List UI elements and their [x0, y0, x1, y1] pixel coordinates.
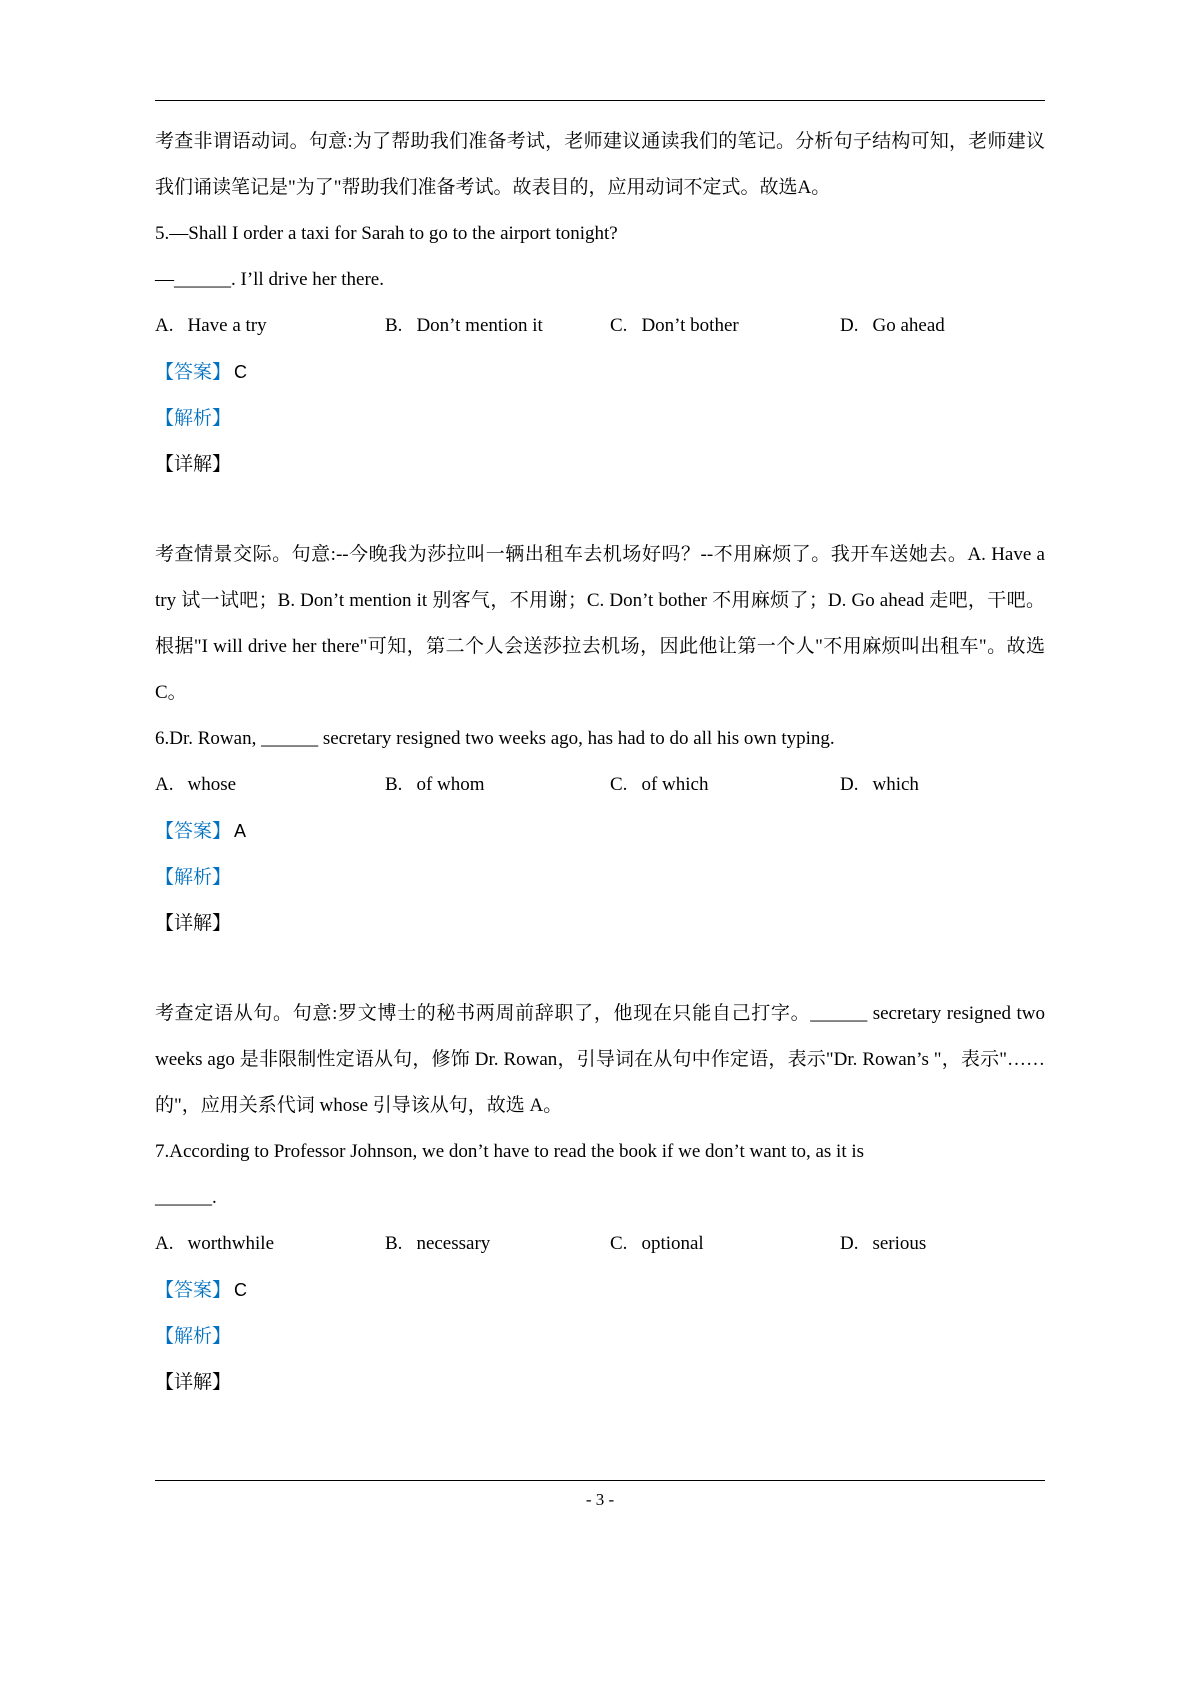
option-text: Don’t bother [641, 315, 739, 336]
answer-label: 【答案】 [155, 821, 232, 842]
option-letter: C. [610, 315, 628, 336]
option-d [840, 303, 1045, 349]
footer-rule [155, 1480, 1045, 1481]
option-text: Don’t mention it [416, 315, 543, 336]
analysis-label: 【解析】 [155, 1326, 232, 1347]
question-5-answer-line [155, 349, 1045, 396]
option-c [610, 303, 840, 349]
question-6-stem-line1: 6.Dr. Rowan, ______ secretary resigned two weeks ago, has had to do all his own typing. [155, 728, 835, 749]
answer-label: 【答案】 [155, 1280, 232, 1301]
option-letter: A. [155, 1233, 174, 1254]
question-7-stem-line2: ______. [155, 1187, 217, 1208]
option-letter: D. [840, 1233, 859, 1254]
option-text: which [872, 774, 919, 795]
question-6-explanation-paragraph: 考查定语从句。句意:罗文博士的秘书两周前辞职了，他现在只能自己打字。______ secretary resigned two weeks ago 是非限制性定语从句，修饰 Dr. Rowan，引导词在从句中作定语，表示"Dr. Rowan’s "，表示"……的"，应用关系代词 whose 引导该从句，故选 A。 [155, 1003, 1045, 1116]
option-text: of whom [416, 774, 485, 795]
question-5-stem-line2: —______. I’ll drive her there. [155, 269, 384, 290]
answer-label: 【答案】 [155, 362, 232, 383]
page-number: - 3 - [585, 1490, 615, 1509]
option-letter: D. [840, 774, 859, 795]
option-a [155, 762, 385, 808]
option-b [385, 1221, 610, 1267]
question-7-stem-line1: 7.According to Professor Johnson, we don’t have to read the book if we don’t want to, as it is [155, 1141, 865, 1162]
question-5-options [155, 303, 1045, 349]
option-a [155, 1221, 385, 1267]
option-text: whose [187, 774, 237, 795]
question-6-answer-line [155, 808, 1045, 855]
q4-explanation-paragraph: 考查非谓语动词。句意:为了帮助我们准备考试，老师建议通读我们的笔记。分析句子结构可知，老师建议我们诵读笔记是"为了"帮助我们准备考试。故表目的，应用动词不定式。故选A。 [155, 131, 1045, 198]
option-letter: B. [385, 774, 403, 795]
option-letter: B. [385, 1233, 403, 1254]
option-text: optional [641, 1233, 704, 1254]
option-d [840, 1221, 1045, 1267]
detail-label: 【详解】 [155, 1372, 232, 1393]
detail-label: 【详解】 [155, 454, 232, 475]
option-letter: D. [840, 315, 859, 336]
option-text: worthwhile [187, 1233, 275, 1254]
question-7-block [155, 1129, 1045, 1406]
option-letter: B. [385, 315, 403, 336]
option-b [385, 303, 610, 349]
option-d [840, 762, 1045, 808]
option-letter: A. [155, 774, 174, 795]
option-letter: C. [610, 774, 628, 795]
option-letter: C. [610, 1233, 628, 1254]
question-6-block [155, 716, 1045, 1129]
question-7-answer-line [155, 1267, 1045, 1314]
answer-letter: C [234, 362, 248, 382]
answer-letter: C [234, 1280, 248, 1300]
question-6-options [155, 762, 1045, 808]
page-footer [155, 1480, 1045, 1513]
detail-label: 【详解】 [155, 913, 232, 934]
question-5-block [155, 211, 1045, 716]
option-text: serious [872, 1233, 927, 1254]
option-b [385, 762, 610, 808]
option-text: Have a try [187, 315, 267, 336]
option-text: necessary [416, 1233, 491, 1254]
option-text: Go ahead [872, 315, 945, 336]
analysis-label: 【解析】 [155, 867, 232, 888]
option-text: of which [641, 774, 709, 795]
question-5-stem-line1: 5.—Shall I order a taxi for Sarah to go to the airport tonight? [155, 223, 618, 244]
answer-letter: A [234, 821, 247, 841]
question-7-options [155, 1221, 1045, 1267]
header-rule [155, 100, 1045, 101]
analysis-label: 【解析】 [155, 408, 232, 429]
option-a [155, 303, 385, 349]
question-5-explanation-paragraph: 考查情景交际。句意:--今晚我为莎拉叫一辆出租车去机场好吗？--不用麻烦了。我开车送她去。A. Have a try 试一试吧；B. Don’t mention it 别客气，不用谢；C. Don’t bother 不用麻烦了；D. Go ahead 走吧，干吧。根据"I will drive her there"可知，第二个人会送莎拉去机场，因此他让第一个人"不用麻烦叫出租车"。故选 C。 [155, 544, 1045, 703]
option-c [610, 762, 840, 808]
option-letter: A. [155, 315, 174, 336]
option-c [610, 1221, 840, 1267]
